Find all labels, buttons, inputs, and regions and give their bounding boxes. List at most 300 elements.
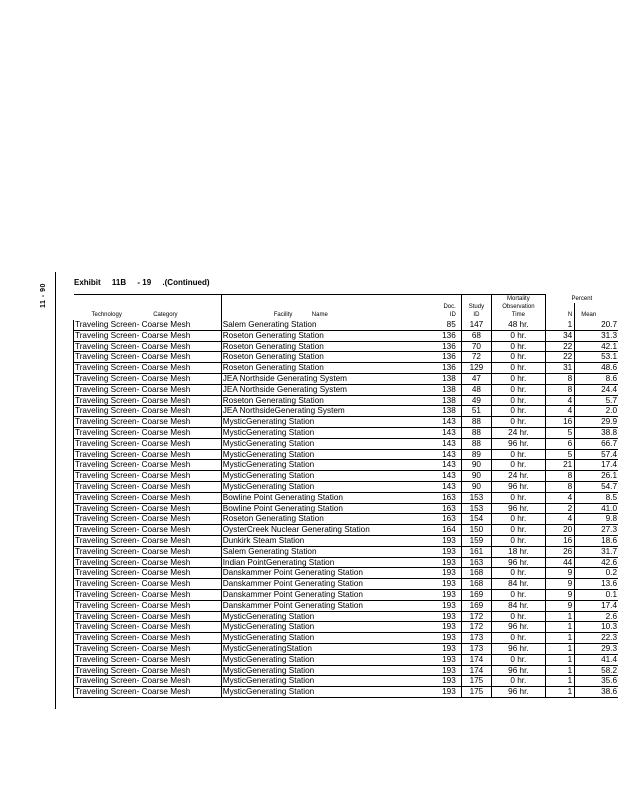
facility-cell: Danskammer Point Generating Station [221,600,428,611]
technology-cell: Traveling Screen- Coarse Mesh [74,622,222,633]
mean-percent-cell: 26.1 [575,471,618,482]
observation-time-cell: 0 hr. [492,449,546,460]
technology-cell: Traveling Screen- Coarse Mesh [74,611,222,622]
facility-cell: Bowline Point Generating Station [221,492,428,503]
study-id-cell: 174 [461,665,491,676]
doc-id-cell: 143 [428,471,461,482]
facility-cell: Roseton Generating Station [221,330,428,341]
technology-cell: Traveling Screen- Coarse Mesh [74,320,222,330]
n-cell: 1 [545,676,574,687]
facility-cell: Danskammer Point Generating Station [221,589,428,600]
mean-percent-cell: 42.1 [575,341,618,352]
technology-cell: Traveling Screen- Coarse Mesh [74,546,222,557]
mean-percent-cell: 66.7 [575,438,618,449]
table-row [74,665,618,676]
facility-cell: JEA Northside Generating System [221,373,428,384]
n-cell: 1 [545,643,574,654]
facility-cell: MysticGenerating Station [221,481,428,492]
header-technology-category [74,311,222,320]
technology-cell: Traveling Screen- Coarse Mesh [74,449,222,460]
page-number-vertical [40,272,52,312]
n-cell: 9 [545,579,574,590]
mean-percent-cell: 53.1 [575,352,618,363]
mean-percent-cell: 31.7 [575,546,618,557]
study-id-cell: 68 [461,330,491,341]
facility-cell: MysticGenerating Station [221,427,428,438]
n-cell: 9 [545,568,574,579]
header-study-line2: ID [461,311,491,320]
n-cell: 8 [545,384,574,395]
table-row [74,579,618,590]
mean-percent-cell: 41.0 [575,503,618,514]
technology-cell: Traveling Screen- Coarse Mesh [74,373,222,384]
technology-cell: Traveling Screen- Coarse Mesh [74,438,222,449]
facility-cell: Salem Generating Station [221,546,428,557]
technology-cell: Traveling Screen- Coarse Mesh [74,535,222,546]
header-facility-name [221,311,428,320]
technology-cell: Traveling Screen- Coarse Mesh [74,557,222,568]
study-id-cell: 147 [461,320,491,330]
facility-cell: Bowline Point Generating Station [221,503,428,514]
table-row [74,514,618,525]
observation-time-cell: 48 hr. [492,320,546,330]
study-id-cell: 72 [461,352,491,363]
table-row [74,373,618,384]
observation-time-cell: 0 hr. [492,676,546,687]
technology-cell: Traveling Screen- Coarse Mesh [74,503,222,514]
observation-time-cell: 0 hr. [492,330,546,341]
technology-cell: Traveling Screen- Coarse Mesh [74,514,222,525]
mean-percent-cell: 27.3 [575,525,618,536]
mean-percent-cell: 18.6 [575,535,618,546]
technology-cell: Traveling Screen- Coarse Mesh [74,568,222,579]
mean-percent-cell: 8.5 [575,492,618,503]
table-row [74,535,618,546]
observation-time-cell: 0 hr. [492,633,546,644]
doc-id-cell: 143 [428,427,461,438]
table-row [74,492,618,503]
doc-id-cell: 136 [428,352,461,363]
study-id-cell: 154 [461,514,491,525]
header-percent: Percent [571,296,593,302]
mean-percent-cell: 0.1 [575,589,618,600]
observation-time-cell: 0 hr. [492,611,546,622]
observation-time-cell: 24 hr. [492,427,546,438]
header-mean: Mean [575,311,618,320]
facility-cell: MysticGenerating Station [221,460,428,471]
technology-cell: Traveling Screen- Coarse Mesh [74,600,222,611]
mean-percent-cell: 57.4 [575,449,618,460]
mean-percent-cell: 22.3 [575,633,618,644]
observation-time-cell: 0 hr. [492,514,546,525]
technology-cell: Traveling Screen- Coarse Mesh [74,395,222,406]
n-cell: 1 [545,633,574,644]
mean-percent-cell: 10.3 [575,622,618,633]
exhibit-heading [74,278,219,287]
n-cell: 8 [545,471,574,482]
study-id-cell: 172 [461,611,491,622]
doc-id-cell: 138 [428,406,461,417]
doc-id-cell: 193 [428,579,461,590]
table-body [74,320,618,697]
header-time-line3: Time [492,311,546,320]
doc-id-cell: 138 [428,395,461,406]
observation-time-cell: 96 hr. [492,687,546,698]
technology-cell: Traveling Screen- Coarse Mesh [74,427,222,438]
doc-id-cell: 193 [428,633,461,644]
n-cell: 4 [545,395,574,406]
page-number-text: 11 - 90 [40,283,47,308]
n-cell: 4 [545,492,574,503]
facility-cell: MysticGenerating Station [221,471,428,482]
observation-time-cell: 0 hr. [492,395,546,406]
n-cell: 1 [545,622,574,633]
study-id-cell: 89 [461,449,491,460]
table-row [74,320,618,330]
table-row [74,600,618,611]
mean-percent-cell: 29.3 [575,643,618,654]
observation-time-cell: 96 hr. [492,622,546,633]
facility-cell: MysticGenerating Station [221,622,428,633]
n-cell: 4 [545,514,574,525]
table-row [74,395,618,406]
doc-id-cell: 136 [428,363,461,374]
facility-cell: JEA Northside Generating System [221,384,428,395]
facility-cell: OysterCreek Nuclear Generating Station [221,525,428,536]
n-cell: 8 [545,481,574,492]
doc-id-cell: 143 [428,438,461,449]
observation-time-cell: 96 hr. [492,643,546,654]
mean-percent-cell: 58.2 [575,665,618,676]
facility-cell: Danskammer Point Generating Station [221,568,428,579]
facility-cell: MysticGenerating Station [221,633,428,644]
header-doc-line2: ID [449,312,456,318]
study-id-cell: 173 [461,643,491,654]
mean-percent-cell: 0.2 [575,568,618,579]
study-id-cell: 90 [461,481,491,492]
mean-percent-cell: 20.7 [575,320,618,330]
n-cell: 44 [545,557,574,568]
observation-time-cell: 0 hr. [492,406,546,417]
mean-percent-cell: 9.8 [575,514,618,525]
table-row [74,568,618,579]
observation-time-cell: 0 hr. [492,535,546,546]
header-facility: Facility [273,312,293,318]
facility-cell: MysticGenerating Station [221,676,428,687]
facility-cell: MysticGenerating Station [221,687,428,698]
study-id-cell: 175 [461,687,491,698]
observation-time-cell: 0 hr. [492,417,546,428]
technology-cell: Traveling Screen- Coarse Mesh [74,417,222,428]
technology-cell: Traveling Screen- Coarse Mesh [74,330,222,341]
table-row [74,471,618,482]
n-cell: 16 [545,535,574,546]
technology-cell: Traveling Screen- Coarse Mesh [74,492,222,503]
table-row [74,352,618,363]
doc-id-cell: 163 [428,492,461,503]
facility-cell: Roseton Generating Station [221,341,428,352]
table-row [74,384,618,395]
mean-percent-cell: 8.6 [575,373,618,384]
header-n: N [567,312,573,318]
study-id-cell: 51 [461,406,491,417]
technology-cell: Traveling Screen- Coarse Mesh [74,363,222,374]
doc-id-cell: 85 [428,320,461,330]
table-row [74,341,618,352]
doc-id-cell: 193 [428,622,461,633]
n-cell: 9 [545,600,574,611]
doc-id-cell: 193 [428,654,461,665]
n-cell: 1 [545,320,574,330]
observation-time-cell: 0 hr. [492,384,546,395]
study-id-cell: 168 [461,579,491,590]
n-cell: 26 [545,546,574,557]
facility-cell: MysticGenerating Station [221,438,428,449]
facility-cell: MysticGeneratingStation [221,643,428,654]
facility-cell: MysticGenerating Station [221,654,428,665]
doc-id-cell: 193 [428,643,461,654]
study-id-cell: 48 [461,384,491,395]
mean-percent-cell: 2.6 [575,611,618,622]
doc-id-cell: 163 [428,514,461,525]
technology-cell: Traveling Screen- Coarse Mesh [74,633,222,644]
doc-id-cell: 193 [428,611,461,622]
doc-id-cell: 193 [428,535,461,546]
n-cell: 34 [545,330,574,341]
facility-cell: Roseton Generating Station [221,352,428,363]
study-id-cell: 161 [461,546,491,557]
mean-percent-cell: 54.7 [575,481,618,492]
doc-id-cell: 193 [428,557,461,568]
table-row [74,622,618,633]
doc-id-cell: 193 [428,546,461,557]
table-row [74,460,618,471]
mean-percent-cell: 2.0 [575,406,618,417]
technology-cell: Traveling Screen- Coarse Mesh [74,579,222,590]
doc-id-cell: 138 [428,373,461,384]
facility-cell: Dunkirk Steam Station [221,535,428,546]
mean-percent-cell: 42.6 [575,557,618,568]
doc-id-cell: 164 [428,525,461,536]
study-id-cell: 150 [461,525,491,536]
mean-percent-cell: 5.7 [575,395,618,406]
mean-percent-cell: 17.4 [575,460,618,471]
header-time-line1: Mortality [492,295,546,304]
study-id-cell: 47 [461,373,491,384]
observation-time-cell: 0 hr. [492,373,546,384]
technology-cell: Traveling Screen- Coarse Mesh [74,654,222,665]
observation-time-cell: 96 hr. [492,503,546,514]
technology-cell: Traveling Screen- Coarse Mesh [74,665,222,676]
technology-cell: Traveling Screen- Coarse Mesh [74,687,222,698]
mean-percent-cell: 24.4 [575,384,618,395]
table-row [74,611,618,622]
observation-time-cell: 0 hr. [492,363,546,374]
table-row [74,417,618,428]
doc-id-cell: 143 [428,460,461,471]
n-cell: 1 [545,687,574,698]
technology-cell: Traveling Screen- Coarse Mesh [74,525,222,536]
mean-percent-cell: 31.3 [575,330,618,341]
observation-time-cell: 84 hr. [492,600,546,611]
facility-cell: Roseton Generating Station [221,395,428,406]
study-id-cell: 159 [461,535,491,546]
doc-id-cell: 143 [428,449,461,460]
table-row [74,330,618,341]
facility-cell: Salem Generating Station [221,320,428,330]
n-cell: 5 [545,449,574,460]
observation-time-cell: 0 hr. [492,589,546,600]
mean-percent-cell: 41.4 [575,654,618,665]
observation-time-cell: 0 hr. [492,341,546,352]
study-id-cell: 90 [461,471,491,482]
mean-percent-cell: 48.6 [575,363,618,374]
mean-percent-cell: 35.6 [575,676,618,687]
table-row [74,503,618,514]
n-cell: 2 [545,503,574,514]
doc-id-cell: 193 [428,687,461,698]
table-row [74,676,618,687]
study-id-cell: 70 [461,341,491,352]
study-id-cell: 153 [461,492,491,503]
exhibit-suffix: - 19 [137,278,152,287]
n-cell: 21 [545,460,574,471]
study-id-cell: 172 [461,622,491,633]
margin-rule [55,272,56,709]
observation-time-cell: 24 hr. [492,471,546,482]
header-category: Category [153,312,178,318]
technology-cell: Traveling Screen- Coarse Mesh [74,643,222,654]
technology-cell: Traveling Screen- Coarse Mesh [74,384,222,395]
exhibit-number: 11B [111,278,127,287]
table-row [74,525,618,536]
table-row [74,438,618,449]
mean-percent-cell: 38.8 [575,427,618,438]
study-id-cell: 169 [461,600,491,611]
table-row [74,654,618,665]
observation-time-cell: 84 hr. [492,579,546,590]
observation-time-cell: 96 hr. [492,438,546,449]
header-technology: Technology [91,312,122,318]
facility-cell: MysticGenerating Station [221,417,428,428]
mean-percent-cell: 38.6 [575,687,618,698]
doc-id-cell: 143 [428,481,461,492]
study-id-cell: 173 [461,633,491,644]
table-row [74,363,618,374]
doc-id-cell: 193 [428,676,461,687]
observation-time-cell: 0 hr. [492,352,546,363]
study-id-cell: 88 [461,427,491,438]
technology-cell: Traveling Screen- Coarse Mesh [74,460,222,471]
n-cell: 8 [545,373,574,384]
observation-time-cell: 96 hr. [492,481,546,492]
study-id-cell: 129 [461,363,491,374]
doc-id-cell: 136 [428,330,461,341]
n-cell: 20 [545,525,574,536]
doc-id-cell: 193 [428,665,461,676]
technology-cell: Traveling Screen- Coarse Mesh [74,352,222,363]
observation-time-cell: 0 hr. [492,568,546,579]
doc-id-cell: 193 [428,589,461,600]
header-name: Name [311,312,328,318]
header-doc-line1: Doc. [443,304,456,310]
mean-percent-cell: 17.4 [575,600,618,611]
technology-cell: Traveling Screen- Coarse Mesh [74,406,222,417]
table-row [74,687,618,698]
table-row [74,449,618,460]
technology-cell: Traveling Screen- Coarse Mesh [74,481,222,492]
study-id-cell: 175 [461,676,491,687]
table-row [74,633,618,644]
mortality-table [73,294,618,698]
doc-id-cell: 143 [428,417,461,428]
n-cell: 1 [545,654,574,665]
facility-cell: Roseton Generating Station [221,514,428,525]
facility-cell: Danskammer Point Generating Station [221,579,428,590]
study-id-cell: 174 [461,654,491,665]
study-id-cell: 88 [461,417,491,428]
technology-cell: Traveling Screen- Coarse Mesh [74,341,222,352]
study-id-cell: 163 [461,557,491,568]
observation-time-cell: 0 hr. [492,460,546,471]
table-row [74,427,618,438]
n-cell: 1 [545,665,574,676]
n-cell: 31 [545,363,574,374]
doc-id-cell: 193 [428,600,461,611]
exhibit-word: Exhibit [74,278,101,287]
n-cell: 1 [545,611,574,622]
n-cell: 22 [545,352,574,363]
mean-percent-cell: 29.9 [575,417,618,428]
n-cell: 9 [545,589,574,600]
table-row [74,406,618,417]
n-cell: 4 [545,406,574,417]
n-cell: 6 [545,438,574,449]
n-cell: 16 [545,417,574,428]
header-time-line2: Observation [492,303,546,311]
table-row [74,557,618,568]
facility-cell: MysticGenerating Station [221,665,428,676]
table-row [74,643,618,654]
facility-cell: Roseton Generating Station [221,363,428,374]
table-header [74,295,618,321]
mean-percent-cell: 13.6 [575,579,618,590]
study-id-cell: 168 [461,568,491,579]
observation-time-cell: 96 hr. [492,665,546,676]
study-id-cell: 90 [461,460,491,471]
technology-cell: Traveling Screen- Coarse Mesh [74,676,222,687]
table-row [74,589,618,600]
study-id-cell: 169 [461,589,491,600]
facility-cell: JEA NorthsideGenerating System [221,406,428,417]
observation-time-cell: 0 hr. [492,525,546,536]
observation-time-cell: 18 hr. [492,546,546,557]
table-row [74,546,618,557]
technology-cell: Traveling Screen- Coarse Mesh [74,471,222,482]
table-row [74,481,618,492]
study-id-cell: 153 [461,503,491,514]
facility-cell: MysticGenerating Station [221,449,428,460]
technology-cell: Traveling Screen- Coarse Mesh [74,589,222,600]
doc-id-cell: 193 [428,568,461,579]
doc-id-cell: 136 [428,341,461,352]
exhibit-continued: .(Continued) [162,278,210,287]
facility-cell: Indian PointGenerating Station [221,557,428,568]
doc-id-cell: 163 [428,503,461,514]
study-id-cell: 49 [461,395,491,406]
facility-cell: MysticGenerating Station [221,611,428,622]
observation-time-cell: 96 hr. [492,557,546,568]
